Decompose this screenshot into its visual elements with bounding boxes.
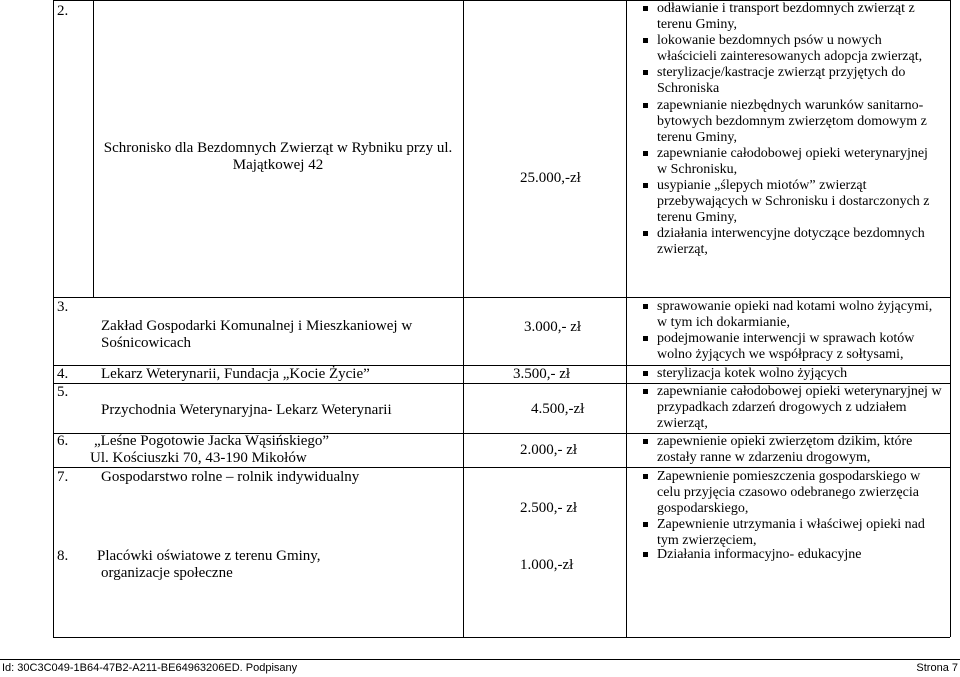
table-border-after-row2 bbox=[53, 297, 950, 298]
amount: 25.000,-zł bbox=[520, 170, 581, 186]
task-item: Zapewnienie pomieszczenia gospodarskiego w bbox=[636, 469, 925, 485]
task-list bbox=[636, 366, 847, 382]
row-number: 2. bbox=[57, 3, 69, 19]
row-number: 5. bbox=[57, 384, 69, 400]
task-item: podejmowanie interwencji w sprawach kotów bbox=[636, 331, 932, 347]
task-item: zapewnianie całodobowej opieki weterynaryjnej bbox=[636, 146, 930, 162]
task-item: odławianie i transport bezdomnych zwierząt z bbox=[636, 1, 930, 17]
task-item: działania interwencyjne dotyczące bezdomnych bbox=[636, 226, 930, 242]
table-border-after-row6 bbox=[53, 467, 950, 468]
table-border-bottom bbox=[53, 637, 950, 638]
footer-rule bbox=[0, 659, 960, 660]
row-number: 6. bbox=[57, 433, 69, 449]
task-item: zapewnianie całodobowej opieki weterynaryjnej w bbox=[636, 384, 942, 400]
entity-name: Przychodnia Weterynaryjna- Lekarz Weterynarii bbox=[101, 402, 392, 418]
table-border-left bbox=[53, 0, 54, 637]
task-list bbox=[636, 547, 861, 563]
row-number: 3. bbox=[57, 299, 69, 315]
task-item: usypianie „ślepych miotów” zwierząt bbox=[636, 178, 930, 194]
task-list: sprawowanie opieki nad kotami wolno żyjącymi, w tym ich dokarmianie, podejmowanie interwencji w sprawach kotów wolno żyjących we współpracy z sołtysami, bbox=[636, 299, 932, 363]
entity-name: Zakład Gospodarki Komunalnej i Mieszkaniowej w Sośnicowicach bbox=[101, 318, 413, 351]
table-divider-amount bbox=[626, 0, 627, 637]
task-item: Zapewnienie utrzymania i właściwej opieki nad bbox=[636, 517, 925, 533]
task-item: Działania informacyjno- edukacyjne bbox=[636, 547, 861, 563]
task-list: zapewnienie opieki zwierzętom dzikim, które zostały ranne w zdarzeniu drogowym, bbox=[636, 434, 912, 466]
entity-name: „Leśne Pogotowie Jacka Wąsińskiego” Ul. Kościuszki 70, 43-190 Mikołów bbox=[90, 433, 330, 466]
amount: 3.000,- zł bbox=[524, 319, 582, 335]
task-list: zapewnianie całodobowej opieki weterynaryjnej w przypadkach zdarzeń drogowych z udziałem zwierząt, bbox=[636, 384, 942, 432]
row-number: 7. bbox=[57, 469, 69, 485]
entity-name: Lekarz Weterynarii, Fundacja „Kocie Życie” bbox=[101, 366, 370, 382]
document-id: Id: 30C3C049-1B64-47B2-A211-BE64963206ED. Podpisany bbox=[2, 662, 298, 674]
task-item: sterylizacje/kastracje zwierząt przyjętych do bbox=[636, 65, 930, 81]
entity-name: Gospodarstwo rolne – rolnik indywidualny bbox=[101, 469, 360, 485]
entity-name: Placówki oświatowe z terenu Gminy, organizacje społeczne bbox=[97, 548, 321, 581]
amount: 1.000,-zł bbox=[520, 557, 574, 573]
task-item: zapewnienie opieki zwierzętom dzikim, które bbox=[636, 434, 912, 450]
task-list: Zapewnienie pomieszczenia gospodarskiego w celu przyjęcia czasowo odebranego zwierzęcia gospodarskiego, Zapewnienie utrzymania i właściwej opieki nad tym zwierzęciem, bbox=[636, 469, 925, 549]
task-item: sterylizacja kotek wolno żyjących bbox=[636, 366, 847, 382]
page-number: Strona 7 bbox=[916, 662, 958, 674]
amount: 2.000,- zł bbox=[520, 442, 578, 458]
row-number: 4. bbox=[57, 366, 69, 382]
amount: 2.500,- zł bbox=[520, 500, 578, 516]
task-item: sprawowanie opieki nad kotami wolno żyjącymi, bbox=[636, 299, 932, 315]
task-item: lokowanie bezdomnych psów u nowych bbox=[636, 33, 930, 49]
task-list: odławianie i transport bezdomnych zwierząt z terenu Gminy, lokowanie bezdomnych psów u nowych właścicieli zainteresowanych adopcja zwierząt, sterylizacje/kastracje zwierząt przyjętych do Schroniska zapewnianie niezbędnych warunków sanitarno- bytowych bezdomnym zwierzętom domowym z terenu Gminy, zapewnianie całodobowej opieki weterynaryjnej w Schronisku, usypianie „ślepych miotów” zwierząt przebywających w Schronisku i dostarczonych z terenu Gminy, działania interwencyjne dotyczące bezdomnych zwierząt, bbox=[636, 1, 930, 259]
table-divider-name bbox=[463, 0, 464, 637]
amount: 3.500,- zł bbox=[513, 366, 571, 382]
entity-name: Schronisko dla Bezdomnych Zwierząt w Rybniku przy ul. Majątkowej 42 bbox=[103, 140, 453, 173]
row-number: 8. bbox=[57, 548, 69, 564]
amount: 4.500,-zł bbox=[531, 401, 585, 417]
task-item: zapewnianie niezbędnych warunków sanitarno- bbox=[636, 98, 930, 114]
table-border-right bbox=[950, 0, 951, 637]
